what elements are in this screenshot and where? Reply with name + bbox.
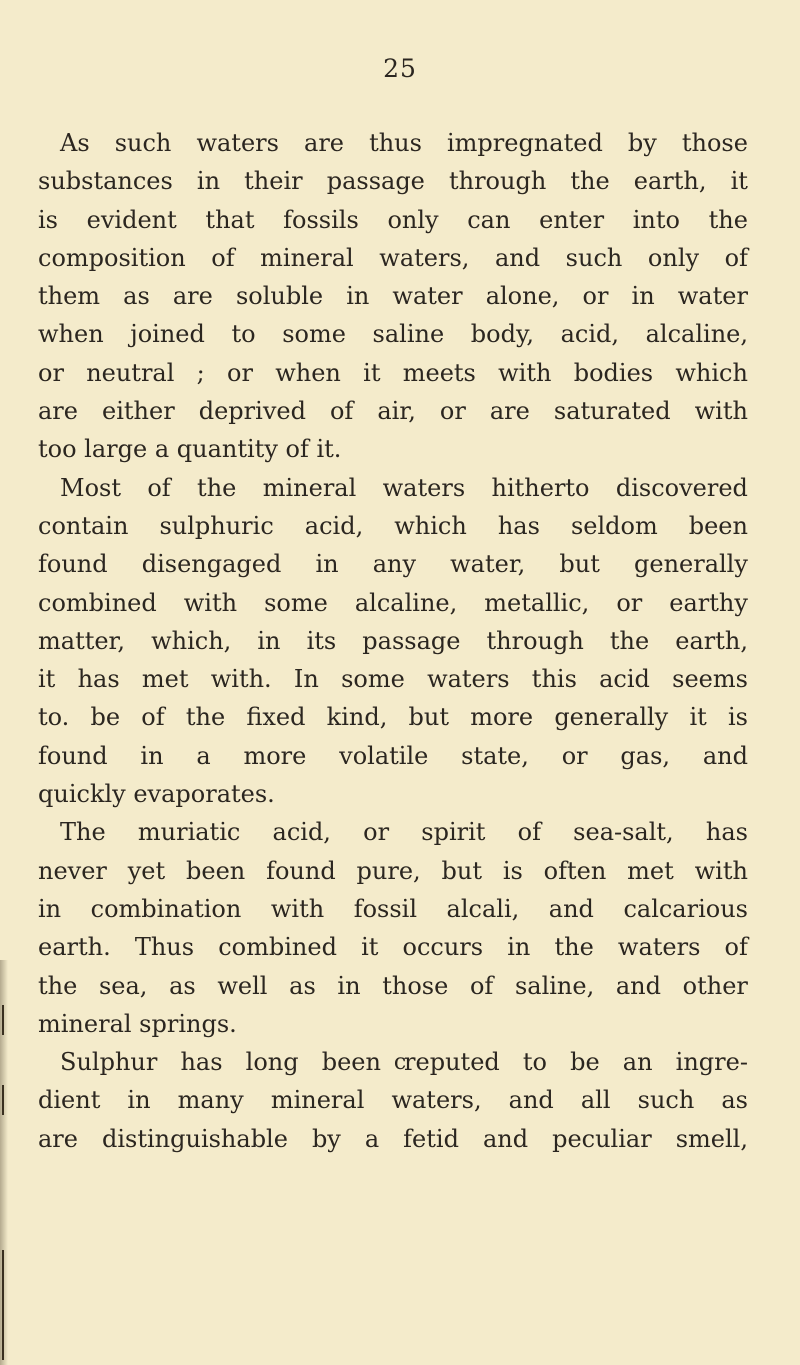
word: occurs (402, 933, 484, 962)
text-line (38, 277, 748, 315)
word: all (580, 1086, 611, 1115)
word: the (609, 626, 650, 655)
text-line (38, 315, 748, 353)
word: other (682, 971, 748, 1000)
word: that (205, 205, 255, 234)
word: passage (362, 626, 461, 655)
word: combined (218, 933, 337, 962)
word: only (647, 243, 700, 272)
word: in (631, 282, 655, 311)
word: acid, (272, 818, 331, 847)
word: in (38, 894, 62, 923)
text-line-content: quickly evaporates. (38, 780, 275, 809)
word: sulphuric (159, 511, 274, 540)
word: Sulphur (60, 1048, 158, 1077)
word: is (502, 856, 523, 885)
word: has (705, 818, 748, 847)
word: smell, (675, 1124, 748, 1153)
text-line (38, 469, 748, 507)
word: state, (461, 741, 529, 770)
word: the (38, 971, 78, 1000)
text-line (38, 775, 748, 813)
word: alone, (485, 282, 560, 311)
binding-edge-mark (2, 1250, 4, 1360)
word: some (264, 588, 328, 617)
word: which, (151, 626, 232, 655)
word: is (38, 205, 58, 234)
word: the (197, 473, 237, 502)
word: and (702, 741, 748, 770)
word: waters (427, 665, 510, 694)
word: it (730, 167, 748, 196)
word: deprived (198, 397, 306, 426)
word: as (289, 971, 316, 1000)
text-line (38, 660, 748, 698)
word: has (180, 1048, 223, 1077)
word: but (408, 703, 450, 732)
word: the (570, 167, 610, 196)
text-line-content: mineral springs. (38, 1009, 237, 1038)
body-text (38, 124, 748, 1158)
word: earthy (669, 588, 748, 617)
text-line (38, 201, 748, 239)
word: matter, (38, 626, 126, 655)
word: joined (130, 320, 205, 349)
word: fixed (246, 703, 306, 732)
word: in (257, 626, 281, 655)
word: water (392, 282, 463, 311)
word: calcarious (623, 894, 748, 923)
word: passage (326, 167, 425, 196)
word: met (141, 665, 189, 694)
word: of (211, 243, 235, 272)
text-line (38, 698, 748, 736)
text-line (38, 354, 748, 392)
word: be (570, 1048, 600, 1077)
word: or (616, 588, 643, 617)
word: As (60, 129, 90, 157)
word: mineral (270, 1086, 365, 1115)
word: water (677, 282, 748, 311)
word: waters (617, 933, 701, 962)
word: mineral (260, 243, 354, 272)
word: of (724, 243, 748, 272)
word: it (363, 358, 381, 387)
text-line (38, 430, 748, 468)
word: of (329, 397, 354, 426)
word: any (372, 550, 417, 579)
word: those (681, 129, 748, 157)
text-line (38, 392, 748, 430)
word: has (497, 511, 540, 540)
word: enter (539, 205, 605, 234)
word: by (311, 1124, 341, 1153)
word: has (77, 665, 120, 694)
word: are (38, 1124, 78, 1153)
word: of (517, 818, 541, 847)
word: is (727, 703, 748, 732)
word: only (387, 205, 439, 234)
word: met (627, 856, 674, 885)
word: the (185, 703, 226, 732)
word: sea, (98, 971, 148, 1000)
word: combination (90, 894, 242, 923)
word: with (183, 588, 238, 617)
word: a (364, 1124, 380, 1153)
word: and (494, 243, 541, 272)
word: alcaline, (645, 320, 748, 349)
word: dient (38, 1086, 101, 1115)
word: peculiar (552, 1124, 652, 1153)
word: are (172, 282, 213, 311)
word: in (196, 167, 221, 196)
word: waters, (391, 1086, 482, 1115)
word: disengaged (141, 550, 282, 579)
word: substances (38, 167, 173, 196)
word: more (243, 741, 307, 770)
word: through (486, 626, 584, 655)
word: air, (377, 397, 416, 426)
word: found (38, 550, 108, 579)
word: seems (672, 665, 748, 694)
word: water, (450, 550, 526, 579)
word: either (102, 397, 175, 426)
word: with. (210, 665, 272, 694)
word: to (231, 320, 256, 349)
word: never (38, 856, 107, 885)
word: in (127, 1086, 151, 1115)
word: or (561, 741, 588, 770)
word: or (38, 358, 64, 387)
word: composition (38, 243, 186, 272)
word: with (270, 894, 325, 923)
word: found (266, 856, 336, 885)
word: generally (634, 550, 748, 579)
word: into (632, 205, 680, 234)
word: and (548, 894, 594, 923)
word: be (90, 703, 121, 732)
word: gas, (620, 741, 671, 770)
word: evident (86, 205, 177, 234)
text-line (38, 584, 748, 622)
word: by (627, 129, 657, 157)
word: In (293, 665, 319, 694)
word: ingre- (675, 1048, 748, 1077)
word: acid, (560, 320, 619, 349)
word: saline (372, 320, 445, 349)
word: alcali, (446, 894, 520, 923)
word: which (394, 511, 467, 540)
word: muriatic (137, 818, 241, 847)
word: are (38, 397, 78, 426)
word: in (346, 282, 370, 311)
word: this (531, 665, 577, 694)
word: when (38, 320, 104, 349)
word: such (565, 243, 623, 272)
word: well (217, 971, 268, 1000)
word: hitherto (491, 473, 590, 502)
word: saturated (553, 397, 671, 426)
word: fetid (403, 1124, 459, 1153)
word: as (169, 971, 196, 1000)
page-number: 25 (383, 54, 417, 83)
word: and (615, 971, 662, 1000)
word: in (507, 933, 531, 962)
word: are (304, 129, 344, 157)
word: The (60, 818, 106, 847)
word: those (382, 971, 449, 1000)
word: mineral (262, 473, 357, 502)
word: been (186, 856, 246, 885)
word: generally (554, 703, 669, 732)
word: been (321, 1048, 381, 1077)
word: with (694, 856, 748, 885)
word: kind, (326, 703, 388, 732)
word: as (123, 282, 150, 311)
word: sea-salt, (573, 818, 674, 847)
word: it (689, 703, 707, 732)
word: can (467, 205, 511, 234)
word: body, (470, 320, 534, 349)
word: reputed (404, 1048, 500, 1077)
word: in (140, 741, 164, 770)
word: combined (38, 588, 157, 617)
word: some (282, 320, 346, 349)
word: spirit (421, 818, 486, 847)
word: impregnated (447, 129, 603, 157)
word: earth, (633, 167, 707, 196)
word: contain (38, 511, 129, 540)
word: a (196, 741, 211, 770)
word: or (439, 397, 466, 426)
word: through (448, 167, 547, 196)
word: the (708, 205, 748, 234)
word: saline, (514, 971, 595, 1000)
word: waters, (379, 243, 470, 272)
word: acid (599, 665, 650, 694)
word: of (141, 703, 165, 732)
word: many (177, 1086, 244, 1115)
word: earth, (675, 626, 748, 655)
text-line (38, 890, 748, 928)
text-line (38, 1120, 748, 1158)
word: often (543, 856, 607, 885)
word: distinguishable (101, 1124, 288, 1153)
word: metallic, (484, 588, 590, 617)
word: and (482, 1124, 529, 1153)
word: or (227, 358, 253, 387)
word: discovered (615, 473, 748, 502)
text-line (38, 1005, 748, 1043)
word: are (489, 397, 530, 426)
word: fossils (283, 205, 359, 234)
word: its (306, 626, 337, 655)
word: alcaline, (354, 588, 458, 617)
word: more (470, 703, 534, 732)
word: acid, (304, 511, 364, 540)
word: an (622, 1048, 653, 1077)
word: but (441, 856, 482, 885)
text-line (38, 124, 748, 162)
word: such (114, 129, 172, 157)
word: it (361, 933, 379, 962)
word: some (341, 665, 405, 694)
signature-mark: c (393, 1050, 407, 1075)
word: of (724, 933, 748, 962)
word: their (244, 167, 303, 196)
word: to (522, 1048, 547, 1077)
binding-edge-mark (2, 1005, 4, 1035)
word: Thus (134, 933, 195, 962)
text-line (38, 507, 748, 545)
word: in (337, 971, 361, 1000)
text-line (38, 737, 748, 775)
word: long (245, 1048, 299, 1077)
word: neutral (86, 358, 175, 387)
word: such (637, 1086, 695, 1115)
word: Most (60, 473, 121, 502)
word: fossil (353, 894, 418, 923)
text-line (38, 1081, 748, 1119)
word: the (554, 933, 594, 962)
word: when (275, 358, 341, 387)
word: which (675, 358, 748, 387)
text-line (38, 813, 748, 851)
word: volatile (339, 741, 429, 770)
text-line (38, 239, 748, 277)
word: with (498, 358, 552, 387)
word: meets (402, 358, 476, 387)
text-line (38, 852, 748, 890)
word: pure, (356, 856, 421, 885)
word: or (582, 282, 609, 311)
word: with (694, 397, 748, 426)
text-line (38, 162, 748, 200)
word: found (38, 741, 108, 770)
text-line (38, 545, 748, 583)
word: soluble (235, 282, 324, 311)
word: or (363, 818, 390, 847)
word: and (508, 1086, 554, 1115)
word: as (721, 1086, 748, 1115)
word: of (469, 971, 494, 1000)
text-line (38, 967, 748, 1005)
word: waters (196, 129, 279, 157)
text-line (38, 928, 748, 966)
word: of (147, 473, 171, 502)
word: them (38, 282, 101, 311)
word: to. (38, 703, 70, 732)
word: bodies (573, 358, 654, 387)
word: earth. (38, 933, 111, 962)
word: but (559, 550, 600, 579)
text-line-content: too large a quantity of it. (38, 435, 342, 464)
text-line (38, 622, 748, 660)
binding-edge-mark (2, 1085, 4, 1115)
word: in (315, 550, 339, 579)
word: been (688, 511, 748, 540)
word: thus (369, 129, 422, 157)
word: seldom (570, 511, 658, 540)
word: it (38, 665, 56, 694)
word: yet (127, 856, 166, 885)
word: ; (196, 358, 205, 387)
word: waters (382, 473, 466, 502)
